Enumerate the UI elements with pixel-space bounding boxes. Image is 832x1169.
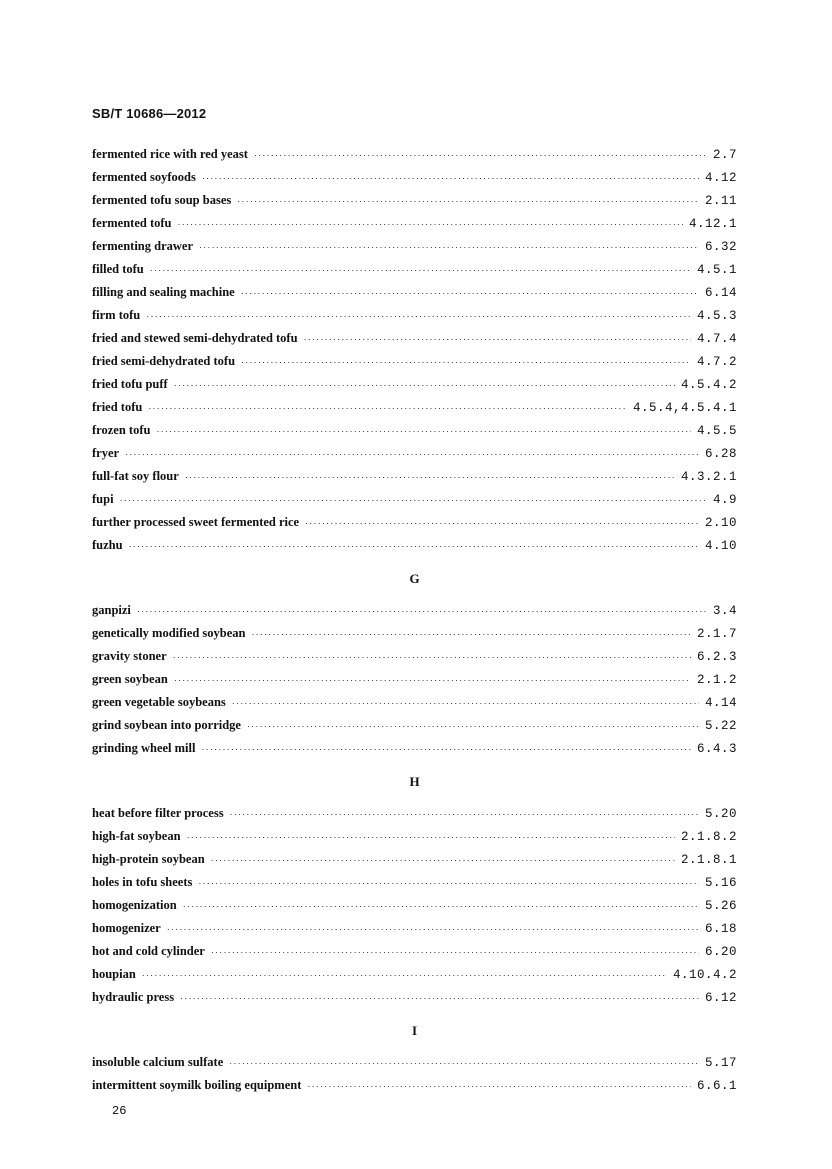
index-term: intermittent soymilk boiling equipment — [92, 1078, 302, 1092]
index-reference: 4.10.4.2 — [672, 968, 737, 982]
index-entry — [92, 737, 737, 760]
index-entry — [92, 511, 737, 534]
index-term: heat before filter process — [92, 806, 224, 820]
index-entry — [92, 825, 737, 848]
index-term: homogenization — [92, 898, 177, 912]
index-entry — [92, 350, 737, 373]
index-term: fermented rice with red yeast — [92, 147, 248, 161]
index-term: frozen tofu — [92, 423, 151, 437]
index-term: fried tofu — [92, 400, 143, 414]
page-number: 26 — [112, 1104, 127, 1118]
section-letter-heading: G — [409, 571, 420, 586]
dot-leader — [198, 872, 699, 895]
index-term: grinding wheel mill — [92, 741, 196, 755]
index-reference: 5.26 — [704, 899, 737, 913]
dot-leader — [156, 420, 691, 443]
index-term: firm tofu — [92, 308, 141, 322]
dot-leader — [174, 669, 691, 692]
dot-leader — [230, 803, 699, 826]
dot-leader — [254, 144, 707, 167]
document-code: SB/T 10686—2012 — [92, 106, 207, 121]
index-entry — [92, 622, 737, 645]
section-letter-heading: I — [411, 1023, 418, 1038]
dot-leader — [202, 167, 699, 190]
dot-leader — [178, 213, 683, 236]
dot-leader — [307, 1075, 691, 1098]
dot-leader — [185, 466, 675, 489]
index-reference: 2.1.7 — [696, 627, 737, 641]
index-entry — [92, 235, 737, 258]
index-term: filled tofu — [92, 262, 144, 276]
dot-leader — [211, 849, 675, 872]
index-term: fupi — [92, 492, 114, 506]
dot-leader — [241, 351, 691, 374]
dot-leader — [137, 600, 707, 623]
index-term: high-protein soybean — [92, 852, 205, 866]
dot-leader — [150, 259, 691, 282]
index-entry — [92, 258, 737, 281]
index-reference: 5.22 — [704, 719, 737, 733]
index-reference: 4.7.2 — [696, 355, 737, 369]
dot-leader — [187, 826, 675, 849]
index-term: genetically modified soybean — [92, 626, 246, 640]
index-term: fried tofu puff — [92, 377, 168, 391]
index-term: high-fat soybean — [92, 829, 181, 843]
index-reference: 4.5.3 — [696, 309, 737, 323]
index-entry — [92, 986, 737, 1009]
index-section — [92, 143, 737, 557]
index-reference: 2.10 — [704, 516, 737, 530]
index-reference: 6.12 — [704, 991, 737, 1005]
index-entry — [92, 166, 737, 189]
index-term: fried and stewed semi-dehydrated tofu — [92, 331, 298, 345]
index-entry — [92, 714, 737, 737]
index-entry — [92, 871, 737, 894]
index-entry — [92, 143, 737, 166]
index-reference: 6.14 — [704, 286, 737, 300]
index-term: fuzhu — [92, 538, 123, 552]
dot-leader — [142, 964, 667, 987]
dot-leader — [125, 443, 699, 466]
index-entry — [92, 281, 737, 304]
index-entry — [92, 599, 737, 622]
index-term: grind soybean into porridge — [92, 718, 241, 732]
index-term: hot and cold cylinder — [92, 944, 205, 958]
index-term: green vegetable soybeans — [92, 695, 226, 709]
index-entry — [92, 963, 737, 986]
index-reference: 4.5.5 — [696, 424, 737, 438]
index-term: further processed sweet fermented rice — [92, 515, 300, 529]
index-term: fermented tofu — [92, 216, 172, 230]
index-term: fermenting drawer — [92, 239, 194, 253]
index-reference: 4.14 — [704, 696, 737, 710]
index-entry — [92, 1074, 737, 1097]
index-term: gravity stoner — [92, 649, 167, 663]
index-entry — [92, 212, 737, 235]
index-term: fermented tofu soup bases — [92, 193, 232, 207]
index-section — [92, 567, 737, 760]
section-letter-heading: H — [409, 774, 420, 789]
index-term: green soybean — [92, 672, 168, 686]
dot-leader — [211, 941, 699, 964]
index-entry — [92, 419, 737, 442]
index-reference: 2.1.8.2 — [680, 830, 737, 844]
dot-leader — [229, 1052, 699, 1075]
index-entry — [92, 534, 737, 557]
index-term: holes in tofu sheets — [92, 875, 193, 889]
index-entry — [92, 894, 737, 917]
index-term: fried semi-dehydrated tofu — [92, 354, 236, 368]
index-term: insoluble calcium sulfate — [92, 1055, 224, 1069]
index-reference: 4.5.4.2 — [680, 378, 737, 392]
dot-leader — [251, 623, 691, 646]
index-entry — [92, 848, 737, 871]
index-reference: 2.1.2 — [696, 673, 737, 687]
index-entry — [92, 917, 737, 940]
index-entry — [92, 940, 737, 963]
index-reference: 4.9 — [712, 493, 737, 507]
index-section — [92, 770, 737, 1009]
index-entry — [92, 304, 737, 327]
index-reference: 5.16 — [704, 876, 737, 890]
index-entry — [92, 488, 737, 511]
dot-leader — [167, 918, 699, 941]
dot-leader — [180, 987, 699, 1010]
index-reference: 6.20 — [704, 945, 737, 959]
dot-leader — [174, 374, 675, 397]
dot-leader — [199, 236, 699, 259]
index-term: full-fat soy flour — [92, 469, 179, 483]
dot-leader — [148, 397, 627, 420]
dot-leader — [232, 692, 699, 715]
index-reference: 6.32 — [704, 240, 737, 254]
index-entry — [92, 691, 737, 714]
dot-leader — [304, 328, 691, 351]
index-reference: 4.10 — [704, 539, 737, 553]
index-reference: 4.12 — [704, 171, 737, 185]
index-reference: 4.5.4,4.5.4.1 — [632, 401, 737, 415]
index-entry — [92, 645, 737, 668]
index-term: fermented soyfoods — [92, 170, 196, 184]
index-entry — [92, 327, 737, 350]
index-entry — [92, 396, 737, 419]
index-term: homogenizer — [92, 921, 161, 935]
dot-leader — [305, 512, 699, 535]
dot-leader — [201, 738, 691, 761]
index-reference: 6.6.1 — [696, 1079, 737, 1093]
index-reference: 5.20 — [704, 807, 737, 821]
index-term: hydraulic press — [92, 990, 175, 1004]
index-reference: 5.17 — [704, 1056, 737, 1070]
index-reference: 6.28 — [704, 447, 737, 461]
index-reference: 4.12.1 — [688, 217, 737, 231]
index-entry — [92, 373, 737, 396]
index-reference: 4.7.4 — [696, 332, 737, 346]
dot-leader — [237, 190, 699, 213]
index-reference: 6.4.3 — [696, 742, 737, 756]
dot-leader — [241, 282, 699, 305]
dot-leader — [173, 646, 691, 669]
index-entry — [92, 465, 737, 488]
index-entry — [92, 442, 737, 465]
index-term: filling and sealing machine — [92, 285, 235, 299]
index-reference: 6.2.3 — [696, 650, 737, 664]
index-entry — [92, 1051, 737, 1074]
index-reference: 3.4 — [712, 604, 737, 618]
index-list — [92, 143, 737, 1097]
dot-leader — [247, 715, 699, 738]
index-reference: 6.18 — [704, 922, 737, 936]
dot-leader — [120, 489, 707, 512]
index-reference: 4.5.1 — [696, 263, 737, 277]
dot-leader — [129, 535, 699, 558]
index-entry — [92, 668, 737, 691]
dot-leader — [183, 895, 699, 918]
dot-leader — [146, 305, 691, 328]
index-reference: 2.1.8.1 — [680, 853, 737, 867]
index-reference: 2.7 — [712, 148, 737, 162]
index-entry — [92, 802, 737, 825]
index-reference: 4.3.2.1 — [680, 470, 737, 484]
index-section — [92, 1019, 737, 1097]
index-term: fryer — [92, 446, 120, 460]
index-reference: 2.11 — [704, 194, 737, 208]
index-entry — [92, 189, 737, 212]
index-term: ganpizi — [92, 603, 131, 617]
index-term: houpian — [92, 967, 136, 981]
